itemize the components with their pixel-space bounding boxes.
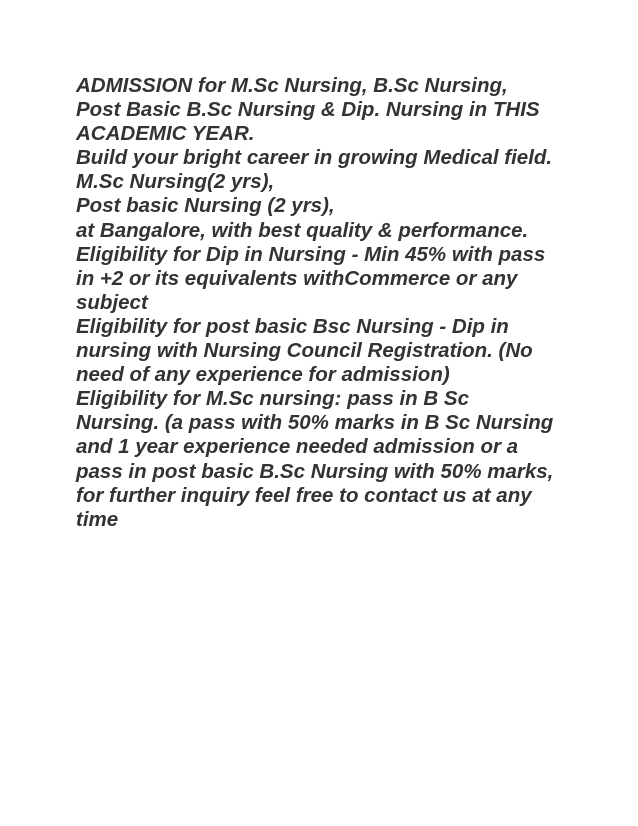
text-line: Post Basic B.Sc Nursing & Dip. Nursing in THIS (76, 98, 540, 122)
text-line: ADMISSION for M.Sc Nursing, B.Sc Nursing, (76, 74, 508, 97)
text-line: subject (76, 290, 148, 314)
text-line: for further inquiry feel free to contact us at any (76, 483, 532, 507)
text-line: at Bangalore, with best quality & performance. (76, 218, 529, 242)
text-line: need of any experience for admission) (76, 363, 450, 387)
text-line: Build your bright career in growing Medical field. (76, 146, 553, 170)
text-line: and 1 year experience needed admission or a (76, 435, 519, 459)
admission-notice-text (76, 74, 596, 532)
text-line: time (76, 507, 119, 531)
text-line: Nursing. (a pass with 50% marks in B Sc Nursing (76, 411, 554, 435)
text-line: pass in post basic B.Sc Nursing with 50% marks, (76, 459, 554, 483)
text-line: Eligibility for M.Sc nursing: pass in B Sc (76, 387, 469, 411)
text-line: ACADEMIC YEAR. (76, 122, 255, 146)
text-line: Eligibility for post basic Bsc Nursing - Dip in (76, 314, 509, 338)
text-line: M.Sc Nursing(2 yrs), (76, 170, 275, 194)
text-line: nursing with Nursing Council Registration. (No (76, 339, 533, 363)
text-line: Post basic Nursing (2 yrs), (76, 194, 335, 218)
text-line: in +2 or its equivalents withCommerce or any (76, 266, 518, 290)
text-line: Eligibility for Dip in Nursing - Min 45% with pass (76, 242, 546, 266)
